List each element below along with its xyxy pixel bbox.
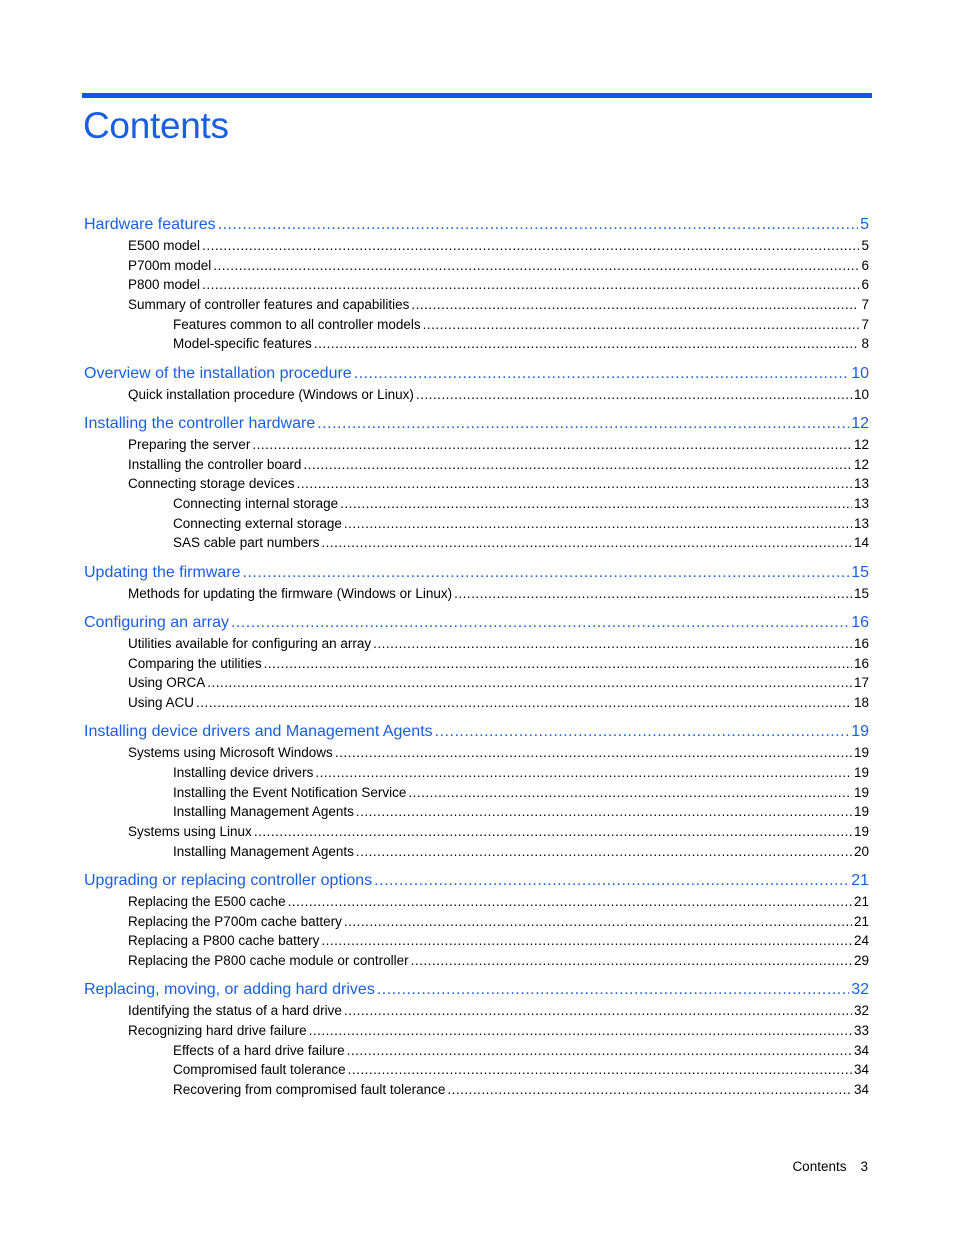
toc-entry-label: Quick installation procedure (Windows or Linux) (128, 386, 414, 402)
toc-entry-label: Model-specific features (173, 336, 312, 352)
toc-entry[interactable] (84, 763, 869, 783)
dot-leader (377, 979, 849, 1001)
toc-entry-label: Installing the Event Notification Service (173, 784, 407, 800)
section-spacer (84, 553, 869, 562)
page-footer (792, 1158, 868, 1176)
toc-section (84, 612, 869, 713)
toc-page-number: 32 (851, 981, 869, 999)
section-spacer (84, 971, 869, 980)
toc-page-number: 34 (853, 1062, 869, 1078)
toc-chapter-entry[interactable] (84, 870, 869, 892)
dot-leader (340, 494, 852, 514)
toc-page-number: 15 (851, 563, 869, 581)
toc-page-number: 14 (853, 535, 869, 551)
toc-entry-label: Connecting storage devices (128, 476, 295, 492)
toc-chapter-entry[interactable] (84, 214, 869, 236)
title-rule (82, 93, 872, 98)
toc-page-number: 33 (853, 1023, 869, 1039)
toc-entry[interactable] (84, 673, 869, 693)
dot-leader (264, 654, 852, 674)
toc-page-number: 16 (851, 614, 869, 631)
toc-entry[interactable] (84, 584, 869, 604)
toc-page-number: 19 (853, 824, 869, 840)
dot-leader (435, 721, 850, 743)
toc-entry-label: Hardware features (84, 216, 216, 233)
toc-chapter-entry[interactable] (84, 612, 869, 634)
toc-entry-label: Systems using Microsoft Windows (128, 745, 333, 761)
toc-page-number: 24 (853, 933, 869, 949)
toc-section (84, 562, 869, 604)
dot-leader (314, 334, 860, 354)
toc-page-number: 8 (861, 336, 869, 352)
toc-page-number: 12 (851, 415, 869, 432)
toc-entry[interactable] (84, 455, 869, 475)
toc-entry-label: Connecting external storage (173, 515, 342, 531)
toc-entry[interactable] (84, 1001, 869, 1021)
toc-page-number: 21 (853, 913, 869, 929)
toc-entry-label: Installing the controller hardware (84, 415, 316, 432)
toc-section (84, 214, 869, 354)
dot-leader (288, 892, 852, 912)
toc-entry-label: Effects of a hard drive failure (173, 1042, 345, 1058)
toc-entry-label: Preparing the server (128, 437, 251, 452)
toc-entry-label: Compromised fault tolerance (173, 1062, 346, 1078)
dot-leader (218, 214, 858, 236)
toc-entry[interactable] (84, 474, 869, 494)
toc-entry-label: P700m model (128, 257, 212, 273)
toc-section (84, 363, 869, 405)
toc-entry-label: Identifying the status of a hard drive (128, 1003, 342, 1019)
toc-entry-label: Systems using Linux (128, 824, 252, 840)
toc-entry-label: Recognizing hard drive failure (128, 1023, 307, 1039)
toc-page-number: 15 (853, 585, 869, 601)
dot-leader (347, 1041, 852, 1061)
toc-page-number: 16 (853, 655, 869, 671)
table-of-contents (84, 214, 869, 1100)
dot-leader (344, 1001, 852, 1021)
toc-page-number: 13 (853, 496, 869, 512)
dot-leader (202, 275, 859, 295)
toc-page-number: 13 (853, 515, 869, 531)
toc-page-number: 7 (861, 316, 869, 332)
toc-page-number: 12 (853, 456, 869, 472)
dot-leader (356, 802, 852, 822)
dot-leader (356, 842, 852, 862)
toc-entry[interactable] (84, 295, 869, 315)
section-spacer (84, 713, 869, 722)
dot-leader (315, 763, 852, 783)
toc-entry[interactable] (84, 275, 869, 295)
toc-page-number: 10 (853, 386, 869, 402)
section-spacer (84, 861, 869, 870)
toc-entry[interactable] (84, 654, 869, 674)
toc-page-number: 19 (853, 804, 869, 820)
dot-leader (411, 951, 852, 971)
footer-page-number: 3 (860, 1159, 868, 1174)
toc-entry-label: Methods for updating the firmware (Windows or Linux) (128, 585, 453, 601)
toc-entry[interactable] (84, 1080, 869, 1100)
dot-leader (447, 1080, 852, 1100)
dot-leader (321, 533, 852, 553)
toc-page-number: 21 (853, 894, 869, 910)
toc-entry-label: Installing the controller board (128, 456, 302, 472)
toc-entry-label: Upgrading or replacing controller options (84, 872, 373, 890)
toc-entry[interactable] (84, 334, 869, 354)
dot-leader (303, 455, 852, 475)
toc-page-number: 5 (861, 238, 869, 253)
dot-leader (411, 295, 859, 315)
toc-entry-label: SAS cable part numbers (173, 535, 320, 551)
dot-leader (254, 822, 852, 842)
toc-entry-label: Overview of the installation procedure (84, 364, 352, 382)
toc-entry-label: Comparing the utilities (128, 655, 262, 671)
toc-page-number: 19 (851, 723, 869, 741)
toc-entry[interactable] (84, 533, 869, 553)
toc-page-number: 12 (853, 437, 869, 452)
toc-entry[interactable] (84, 634, 869, 654)
toc-entry-label: P800 model (128, 277, 201, 293)
toc-page-number: 17 (853, 675, 869, 691)
toc-entry-label: Replacing the P700m cache battery (128, 913, 342, 929)
toc-page-number: 19 (853, 784, 869, 800)
toc-entry[interactable] (84, 1060, 869, 1080)
toc-entry-label: Utilities available for configuring an array (128, 636, 372, 651)
dot-leader (408, 783, 852, 803)
toc-page-number: 34 (853, 1082, 869, 1098)
toc-entry[interactable] (84, 892, 869, 912)
toc-entry[interactable] (84, 236, 869, 256)
toc-entry[interactable] (84, 931, 869, 951)
toc-entry-label: Features common to all controller models (173, 316, 421, 332)
toc-entry[interactable] (84, 256, 869, 276)
toc-entry-label: Configuring an array (84, 614, 229, 631)
dot-leader (196, 693, 852, 713)
toc-entry[interactable] (84, 693, 869, 713)
dot-leader (373, 634, 852, 654)
dot-leader (454, 584, 852, 604)
toc-entry-label: Replacing, moving, or adding hard drives (84, 981, 375, 999)
footer-section-label: Contents (792, 1159, 847, 1174)
dot-leader (207, 673, 852, 693)
toc-entry-label: Using ACU (128, 695, 195, 711)
toc-entry[interactable] (84, 435, 869, 455)
section-spacer (84, 603, 869, 612)
toc-page-number: 6 (861, 257, 869, 273)
toc-page-number: 5 (860, 216, 869, 233)
toc-page-number: 16 (853, 636, 869, 651)
toc-page-number: 7 (861, 297, 869, 313)
dot-leader (354, 363, 850, 385)
toc-entry-label: Installing Management Agents (173, 804, 354, 820)
toc-entry-label: Updating the firmware (84, 563, 241, 581)
toc-entry-label: Installing Management Agents (173, 843, 354, 859)
toc-chapter-entry[interactable] (84, 562, 869, 584)
toc-entry[interactable] (84, 514, 869, 534)
toc-entry[interactable] (84, 385, 869, 405)
toc-page-number: 19 (853, 765, 869, 781)
dot-leader (374, 870, 849, 892)
toc-entry-label: E500 model (128, 238, 201, 253)
toc-entry[interactable] (84, 783, 869, 803)
toc-chapter-entry[interactable] (84, 721, 869, 743)
toc-page-number: 29 (853, 953, 869, 969)
dot-leader (416, 385, 852, 405)
dot-leader (344, 514, 852, 534)
dot-leader (335, 743, 852, 763)
dot-leader (202, 236, 859, 256)
toc-chapter-entry[interactable] (84, 979, 869, 1001)
toc-entry-label: Using ORCA (128, 675, 206, 691)
dot-leader (243, 562, 850, 584)
toc-chapter-entry[interactable] (84, 363, 869, 385)
dot-leader (423, 315, 860, 335)
toc-page-number: 32 (853, 1003, 869, 1019)
toc-entry-label: Installing device drivers (173, 765, 314, 781)
dot-leader (348, 1060, 852, 1080)
toc-entry-label: Recovering from compromised fault tolerance (173, 1082, 446, 1098)
toc-page-number: 19 (853, 745, 869, 761)
toc-section (84, 979, 869, 1099)
toc-section (84, 721, 869, 861)
toc-entry-label: Replacing the P800 cache module or controller (128, 953, 409, 969)
section-spacer (84, 404, 869, 413)
toc-entry[interactable] (84, 912, 869, 932)
toc-page-number: 18 (853, 695, 869, 711)
toc-entry[interactable] (84, 1041, 869, 1061)
toc-entry-label: Connecting internal storage (173, 496, 339, 512)
toc-page-number: 6 (861, 277, 869, 293)
toc-page-number: 34 (853, 1042, 869, 1058)
toc-page-number: 21 (851, 872, 869, 890)
page-title: Contents (83, 105, 229, 146)
dot-leader (317, 413, 849, 435)
toc-section (84, 413, 869, 553)
toc-entry-label: Summary of controller features and capabilities (128, 297, 410, 313)
toc-section (84, 870, 869, 971)
toc-chapter-entry[interactable] (84, 413, 869, 435)
toc-entry-label: Installing device drivers and Management Agents (84, 723, 433, 741)
toc-entry-label: Replacing a P800 cache battery (128, 933, 320, 949)
toc-entry[interactable] (84, 494, 869, 514)
toc-entry[interactable] (84, 822, 869, 842)
toc-page-number: 13 (853, 476, 869, 492)
toc-entry[interactable] (84, 951, 869, 971)
dot-leader (297, 474, 852, 494)
dot-leader (231, 612, 849, 634)
toc-entry-label: Replacing the E500 cache (128, 894, 286, 910)
dot-leader (213, 256, 859, 276)
toc-entry[interactable] (84, 743, 869, 763)
dot-leader (344, 912, 852, 932)
dot-leader (252, 435, 852, 455)
toc-entry[interactable] (84, 315, 869, 335)
dot-leader (309, 1021, 852, 1041)
toc-page-number: 10 (851, 364, 869, 382)
toc-entry[interactable] (84, 842, 869, 862)
toc-page-number: 20 (853, 843, 869, 859)
section-spacer (84, 354, 869, 363)
toc-entry[interactable] (84, 1021, 869, 1041)
dot-leader (321, 931, 852, 951)
toc-entry[interactable] (84, 802, 869, 822)
